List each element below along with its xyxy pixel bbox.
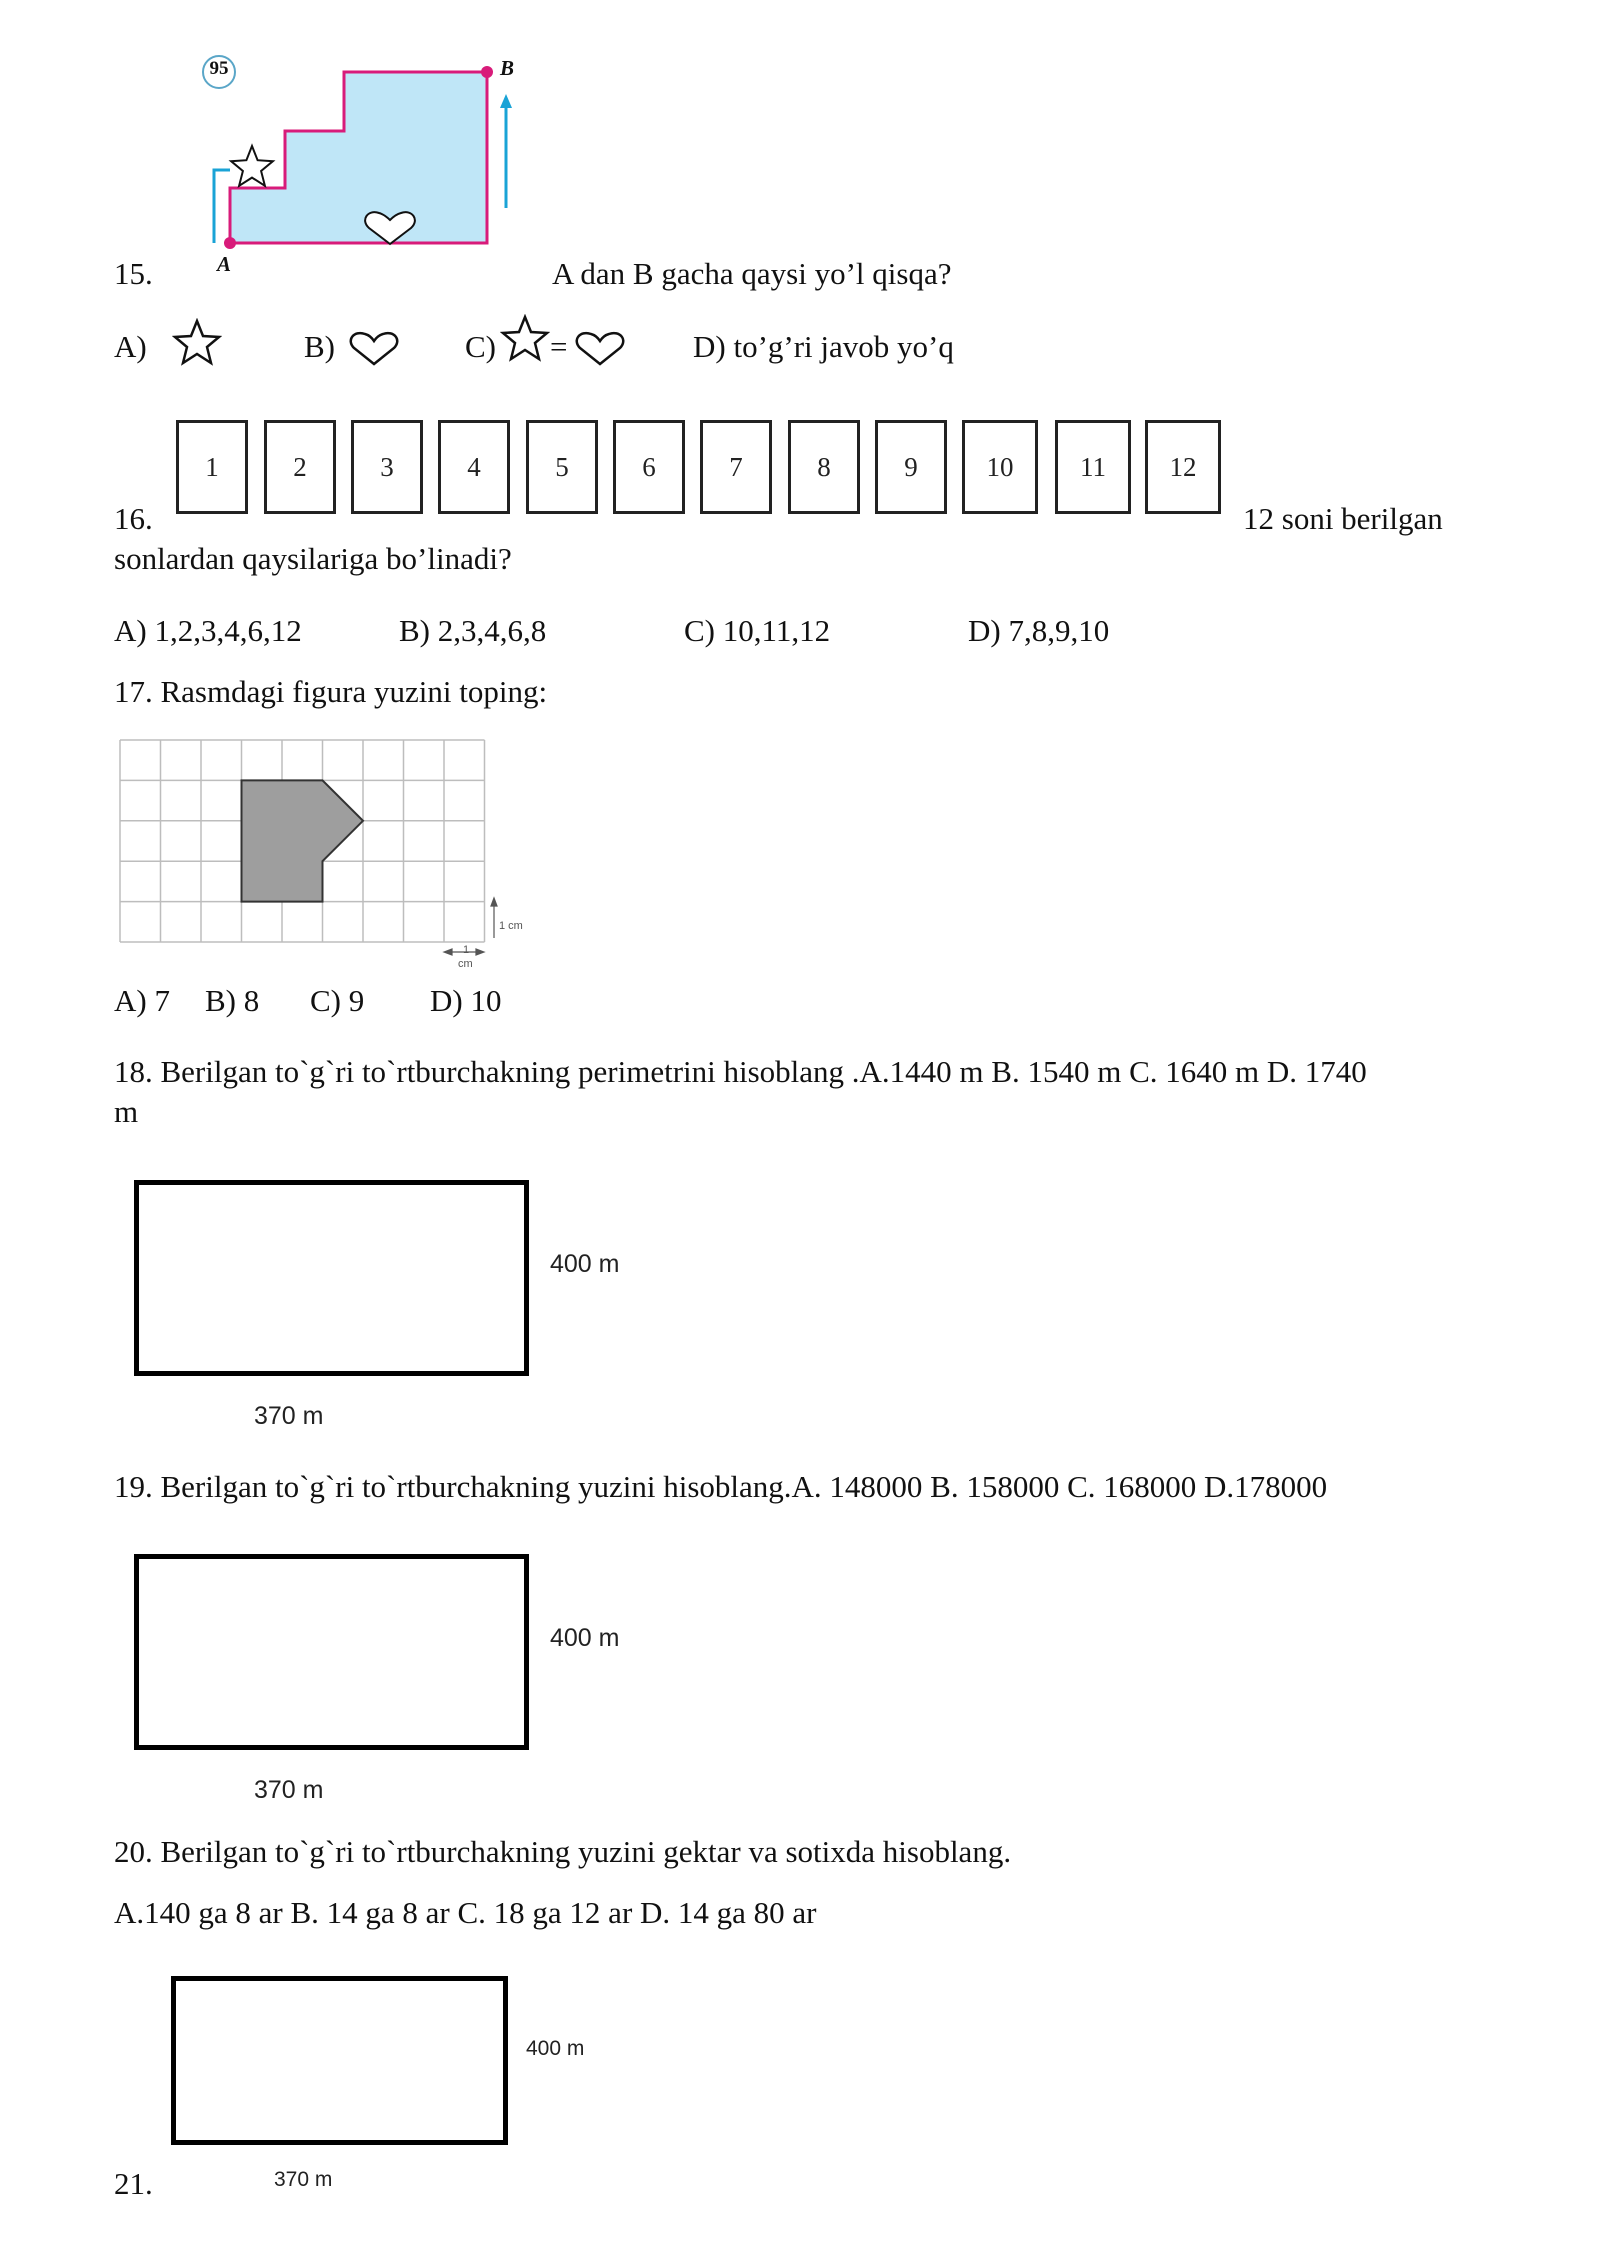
star-icon — [172, 318, 222, 368]
option-c-label: C) — [465, 329, 496, 364]
unit-horizontal-label: cm — [458, 958, 473, 970]
q16-number: 16. — [114, 501, 153, 536]
q16-question-line2: sonlardan qaysilariga bo’linadi? — [114, 541, 512, 576]
staircase-path-diagram — [190, 48, 540, 288]
arrow-head-icon — [500, 94, 512, 108]
equals-sign: = — [550, 329, 568, 364]
width-label: 370 m — [254, 1776, 324, 1804]
q16-option-a: A) 1,2,3,4,6,12 — [114, 613, 302, 648]
badge-number: 95 — [209, 58, 229, 79]
left-path-line — [214, 170, 230, 243]
rectangle-figure — [134, 1554, 529, 1750]
label-b: B — [500, 56, 515, 80]
gray-shape — [242, 780, 364, 901]
grid-with-shape — [118, 738, 528, 974]
height-label: 400 m — [550, 1624, 620, 1652]
number-card: 6 — [613, 420, 685, 514]
star-icon — [231, 146, 273, 186]
unit-vertical-label: 1 cm — [499, 920, 523, 932]
q17-option-c: C) 9 — [310, 983, 365, 1018]
number-card: 5 — [526, 420, 598, 514]
q20-question: 20. Berilgan to`g`ri to`rtburchakning yuzini gektar va sotixda hisoblang. — [114, 1834, 1012, 1869]
unit-horizontal-number: 1 — [463, 944, 470, 956]
unit-markers — [444, 898, 497, 955]
width-label: 370 m — [254, 1402, 324, 1430]
width-label: 370 m — [274, 2168, 333, 2191]
label-a: A — [217, 252, 232, 276]
point-a — [224, 237, 236, 249]
q16-option-c: C) 10,11,12 — [684, 613, 831, 648]
height-label: 400 m — [550, 1250, 620, 1278]
number-card: 11 — [1055, 420, 1131, 514]
q15-option-a — [114, 328, 147, 367]
q15-figure — [190, 48, 540, 288]
q15-option-b — [304, 328, 335, 367]
number-card: 10 — [962, 420, 1038, 514]
q15-number: 15. — [114, 256, 153, 291]
star-icon — [500, 314, 550, 364]
q18-question-line1: 18. Berilgan to`g`ri to`rtburchakning perimetrini hisoblang .A.1440 m B. 1540 m C. 1640 m D. 1740 — [114, 1054, 1367, 1089]
q16-option-b: B) 2,3,4,6,8 — [399, 613, 547, 648]
number-card: 8 — [788, 420, 860, 514]
option-b-label: B) — [304, 329, 335, 364]
height-label: 400 m — [526, 2037, 585, 2060]
q18-question-line2: m — [114, 1094, 139, 1129]
heart-icon — [348, 328, 400, 368]
q15-option-d: D) to’g’ri javob yo’q — [693, 329, 954, 364]
q16-question-tail: 12 soni berilgan — [1243, 501, 1443, 536]
q17-grid-figure — [118, 738, 528, 974]
number-card: 1 — [176, 420, 248, 514]
number-card: 2 — [264, 420, 336, 514]
number-card: 4 — [438, 420, 510, 514]
q21-number: 21. — [114, 2166, 153, 2201]
heart-icon — [574, 328, 626, 368]
option-a-label: A) — [114, 329, 147, 364]
number-card: 9 — [875, 420, 947, 514]
q17-question: 17. Rasmdagi figura yuzini toping: — [114, 674, 548, 709]
q20-options: A.140 ga 8 ar B. 14 ga 8 ar C. 18 ga 12 ar D. 14 ga 80 ar — [114, 1895, 817, 1930]
q16-option-d: D) 7,8,9,10 — [968, 613, 1110, 648]
q17-option-d: D) 10 — [430, 983, 502, 1018]
q15-option-c — [465, 328, 496, 367]
q17-option-a: A) 7 — [114, 983, 170, 1018]
q15-question: A dan B gacha qaysi yo’l qisqa? — [552, 256, 952, 291]
staircase-shape — [230, 72, 487, 243]
q17-option-b: B) 8 — [205, 983, 260, 1018]
point-b — [481, 66, 493, 78]
q19-question: 19. Berilgan to`g`ri to`rtburchakning yuzini hisoblang.A. 148000 B. 158000 C. 168000 D.178000 — [114, 1469, 1328, 1504]
rectangle-figure — [134, 1180, 529, 1376]
rectangle-figure — [171, 1976, 508, 2145]
number-card: 7 — [700, 420, 772, 514]
number-card: 3 — [351, 420, 423, 514]
number-card: 12 — [1145, 420, 1221, 514]
